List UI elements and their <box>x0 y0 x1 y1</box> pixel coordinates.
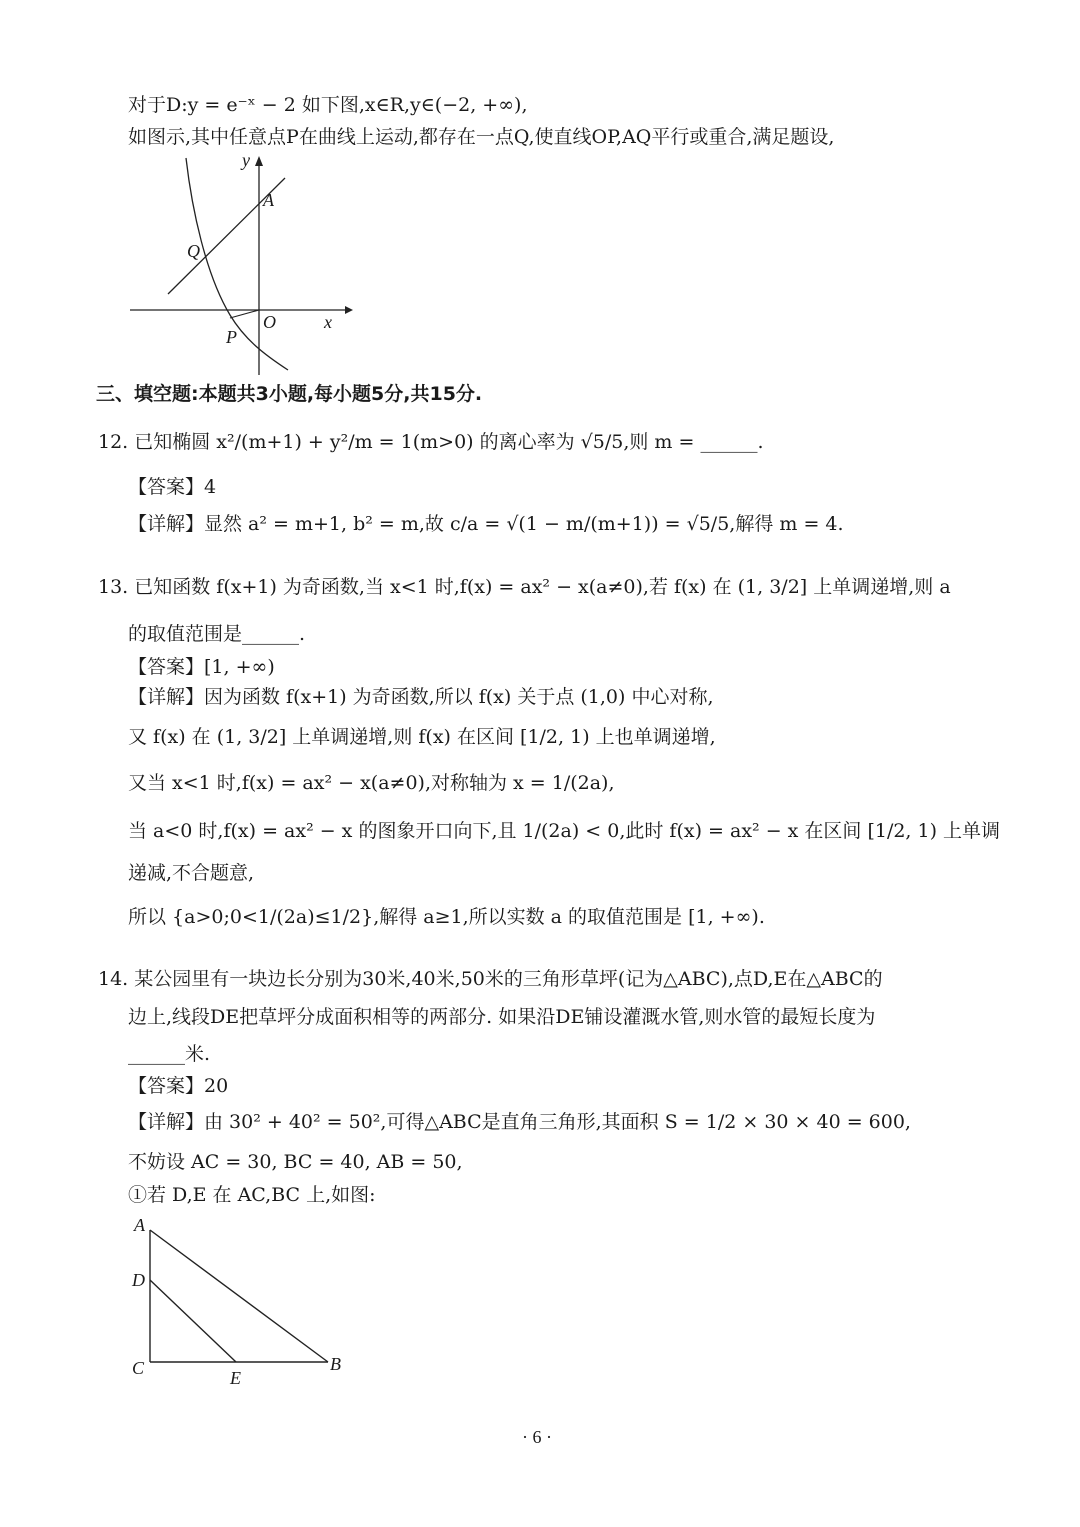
label-tri-b: B <box>330 1354 341 1374</box>
label-p: P <box>226 327 237 347</box>
segment-op <box>230 310 259 318</box>
label-y: y <box>242 150 250 170</box>
side-ab <box>150 1230 328 1362</box>
q14-detail-1: 【详解】由 30² + 40² = 50²,可得△ABC是直角三角形,其面积 S = 1/2 × 30 × 40 = 600, <box>128 1111 911 1133</box>
exp-curve-figure <box>120 150 360 380</box>
q13-answer: 【答案】[1, +∞) <box>128 656 275 678</box>
label-tri-d: D <box>132 1270 145 1290</box>
segment-de <box>150 1280 236 1362</box>
q12-answer: 【答案】4 <box>128 476 217 498</box>
x-axis-arrow <box>345 306 353 314</box>
q13-detail-3: 又当 x<1 时,f(x) = ax² − x(a≠0),对称轴为 x = 1/(2a), <box>128 772 615 794</box>
label-q: Q <box>187 241 200 261</box>
q14-detail-3: ①若 D,E 在 AC,BC 上,如图: <box>128 1184 376 1206</box>
label-a: A <box>263 190 274 210</box>
label-x: x <box>324 312 332 332</box>
q13-detail-1: 【详解】因为函数 f(x+1) 为奇函数,所以 f(x) 关于点 (1,0) 中心对称, <box>128 686 714 708</box>
triangle-figure <box>140 1220 340 1370</box>
q14-answer: 【答案】20 <box>128 1075 229 1097</box>
q14-question-line-3: ______米. <box>128 1043 211 1065</box>
label-tri-e: E <box>230 1368 241 1388</box>
q11-line-1: 对于D:y = e⁻ˣ − 2 如下图,x∈R,y∈(−2, +∞), <box>128 94 528 116</box>
y-axis-arrow <box>255 156 263 166</box>
q11-line-2: 如图示,其中任意点P在曲线上运动,都存在一点Q,使直线OP,AQ平行或重合,满足题设, <box>128 126 835 148</box>
q14-detail-2: 不妨设 AC = 30, BC = 40, AB = 50, <box>128 1151 463 1173</box>
q13-detail-5: 递减,不合题意, <box>128 862 255 884</box>
q12-detail: 【详解】显然 a² = m+1, b² = m,故 c/a = √(1 − m/(m+1)) = √5/5,解得 m = 4. <box>128 513 844 535</box>
q13-detail-2: 又 f(x) 在 (1, 3/2] 上单调递增,则 f(x) 在区间 [1/2, 1) 上也单调递增, <box>128 726 716 748</box>
label-o: O <box>263 312 276 332</box>
label-tri-c: C <box>132 1358 145 1378</box>
q13-detail-4: 当 a<0 时,f(x) = ax² − x 的图象开口向下,且 1/(2a) < 0,此时 f(x) = ax² − x 在区间 [1/2, 1) 上单调 <box>128 820 1001 842</box>
label-tri-a: A <box>134 1215 145 1235</box>
q13-question-line-1: 13. 已知函数 f(x+1) 为奇函数,当 x<1 时,f(x) = ax² − x(a≠0),若 f(x) 在 (1, 3/2] 上单调递增,则 a <box>98 576 951 598</box>
page-number: · 6 · <box>522 1427 552 1447</box>
q13-question-line-2: 的取值范围是______. <box>128 623 306 645</box>
q13-detail-6: 所以 {a>0;0<1/(2a)≤1/2},解得 a≥1,所以实数 a 的取值范围是 [1, +∞). <box>128 906 765 928</box>
q14-question-line-1: 14. 某公园里有一块边长分别为30米,40米,50米的三角形草坪(记为△ABC),点D,E在△ABC的 <box>98 968 883 990</box>
q12-question: 12. 已知椭圆 x²/(m+1) + y²/m = 1(m>0) 的离心率为 √5/5,则 m = ______. <box>98 431 764 453</box>
section-heading: 三、填空题:本题共3小题,每小题5分,共15分. <box>96 383 483 405</box>
q14-question-line-2: 边上,线段DE把草坪分成面积相等的两部分. 如果沿DE铺设灌溉水管,则水管的最短长度为 <box>128 1006 876 1028</box>
